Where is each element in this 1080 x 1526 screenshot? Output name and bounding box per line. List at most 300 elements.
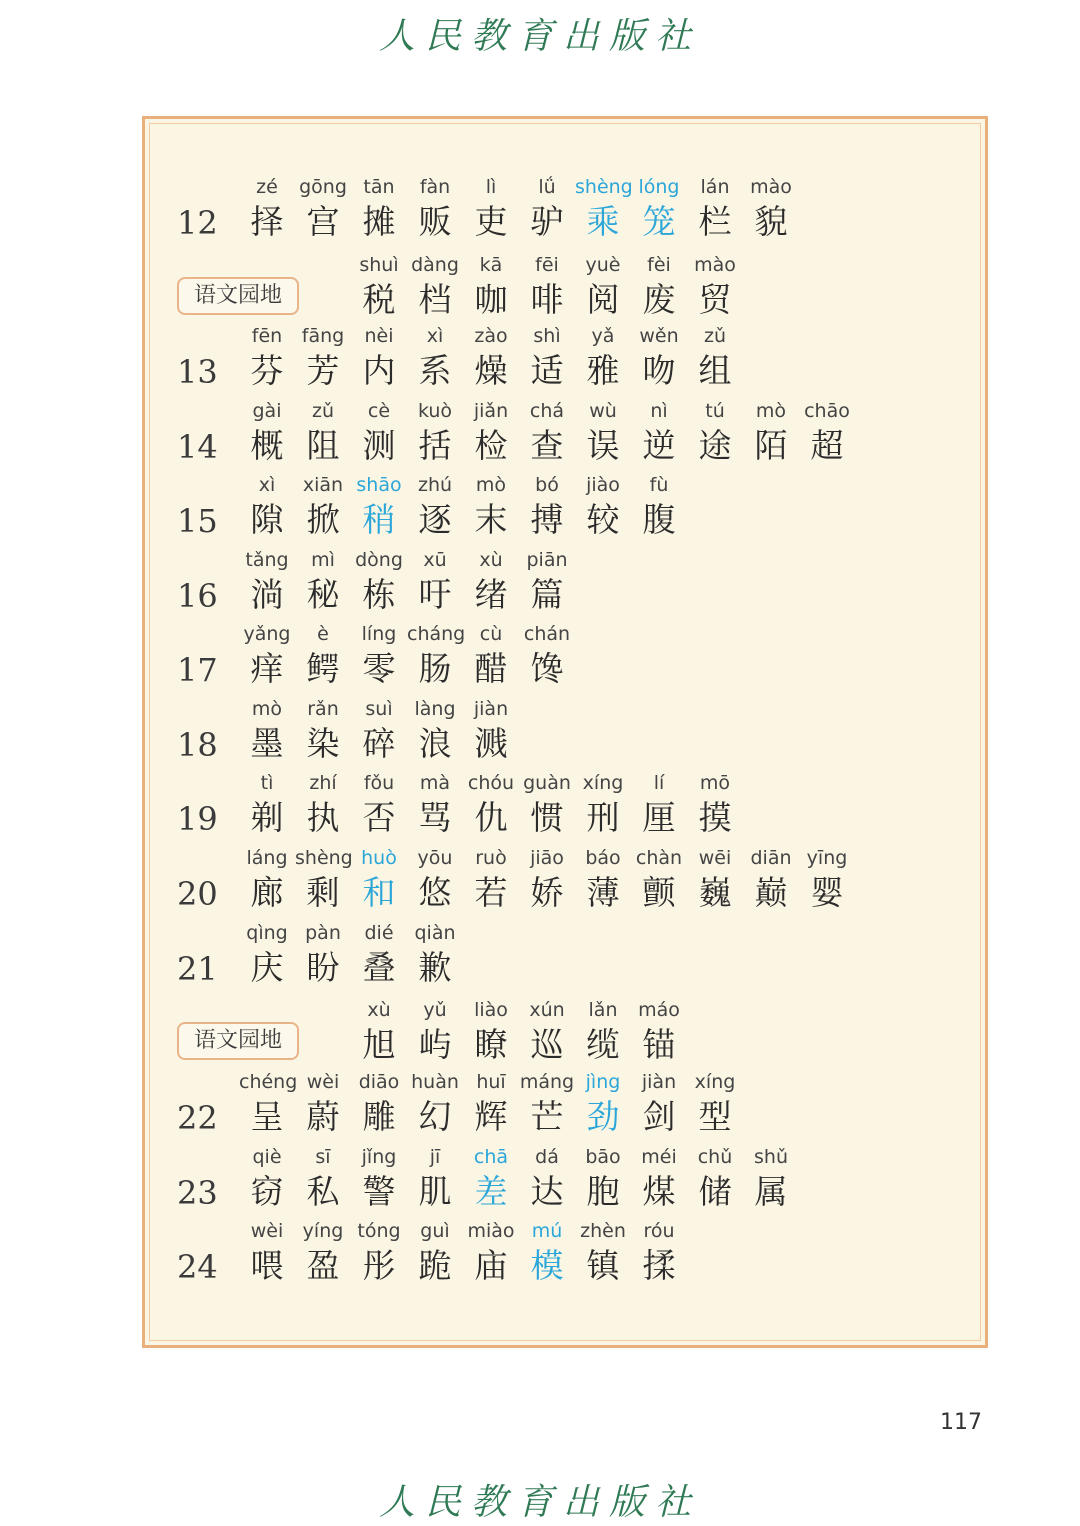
hanzi: 喂 <box>250 1246 284 1285</box>
character-cell <box>239 323 295 393</box>
character-cell <box>407 696 463 766</box>
hanzi: 概 <box>250 426 284 465</box>
character-cell <box>463 770 519 840</box>
hanzi: 零 <box>362 649 396 688</box>
hanzi: 巍 <box>698 873 732 912</box>
hanzi: 跪 <box>418 1246 452 1285</box>
character-cell <box>519 845 575 915</box>
lesson-number: 20 <box>177 875 218 913</box>
pinyin: zǔ <box>703 325 726 347</box>
pinyin: líng <box>361 623 397 645</box>
character-cell <box>687 845 743 915</box>
character-cell <box>295 1069 351 1139</box>
hanzi: 芬 <box>250 351 284 390</box>
hanzi: 缆 <box>586 1025 620 1064</box>
hanzi: 绪 <box>474 575 508 614</box>
hanzi: 肌 <box>418 1172 452 1211</box>
hanzi: 档 <box>418 280 452 319</box>
character-cell <box>351 770 407 840</box>
lesson-row <box>145 997 991 1071</box>
character-cell <box>239 1218 295 1288</box>
pinyin: qìng <box>246 922 288 944</box>
pinyin: xíng <box>582 772 624 794</box>
lesson-row <box>145 920 991 994</box>
pinyin: fēi <box>535 254 559 276</box>
character-cell <box>519 770 575 840</box>
pinyin: chā <box>473 1146 509 1168</box>
hanzi: 内 <box>362 351 396 390</box>
hanzi: 和 <box>362 873 396 912</box>
pinyin: jiǎn <box>473 400 509 422</box>
hanzi: 驴 <box>530 202 564 241</box>
character-cell <box>239 845 295 915</box>
character-cell <box>463 472 519 542</box>
character-cell <box>407 174 463 244</box>
pinyin: suì <box>365 698 393 720</box>
hanzi: 薄 <box>586 873 620 912</box>
hanzi: 呈 <box>250 1097 284 1136</box>
pinyin: méi <box>641 1146 677 1168</box>
pinyin: wěn <box>639 325 679 347</box>
pinyin: láng <box>246 847 288 869</box>
character-cell <box>631 770 687 840</box>
hanzi: 墨 <box>250 724 284 763</box>
pinyin: chǔ <box>697 1146 733 1168</box>
character-cell <box>351 997 407 1067</box>
hanzi: 肠 <box>418 649 452 688</box>
hanzi: 测 <box>362 426 396 465</box>
hanzi: 栏 <box>698 202 732 241</box>
hanzi: 剩 <box>306 873 340 912</box>
hanzi: 痒 <box>250 649 284 688</box>
character-cell <box>631 252 687 322</box>
pinyin: kā <box>479 254 503 276</box>
polyphonic-character-cell <box>351 472 407 542</box>
hanzi: 乘 <box>586 202 620 241</box>
hanzi: 私 <box>306 1172 340 1211</box>
pinyin: gōng <box>299 176 347 198</box>
hanzi: 误 <box>586 426 620 465</box>
hanzi: 旭 <box>362 1025 396 1064</box>
pinyin: shāo <box>356 474 402 496</box>
pinyin: cù <box>479 623 503 645</box>
hanzi: 浪 <box>418 724 452 763</box>
lesson-number: 19 <box>177 800 218 838</box>
pinyin: wèi <box>306 1071 340 1093</box>
character-cell <box>463 398 519 468</box>
pinyin: mò <box>755 400 787 422</box>
pinyin: dá <box>535 1146 559 1168</box>
character-cell <box>519 252 575 322</box>
pinyin: yǔ <box>423 999 447 1021</box>
hanzi: 庆 <box>250 948 284 987</box>
hanzi: 貌 <box>754 202 788 241</box>
character-cell <box>239 770 295 840</box>
character-cell <box>687 174 743 244</box>
character-cell <box>239 696 295 766</box>
pinyin: lí <box>653 772 665 794</box>
hanzi: 掀 <box>306 500 340 539</box>
lesson-row <box>145 770 991 844</box>
character-cell <box>631 997 687 1067</box>
hanzi: 剃 <box>250 798 284 837</box>
lesson-number: 24 <box>177 1248 218 1286</box>
hanzi: 淌 <box>250 575 284 614</box>
pinyin: miào <box>467 1220 515 1242</box>
hanzi: 仇 <box>474 798 508 837</box>
character-cell <box>631 845 687 915</box>
character-cell <box>463 845 519 915</box>
character-cell <box>295 323 351 393</box>
character-cell <box>295 845 351 915</box>
hanzi: 末 <box>474 500 508 539</box>
lesson-row <box>145 398 991 472</box>
hanzi: 若 <box>474 873 508 912</box>
hanzi: 吏 <box>474 202 508 241</box>
polyphonic-character-cell <box>463 1144 519 1214</box>
pinyin: fǒu <box>363 772 395 794</box>
pinyin: tān <box>363 176 395 198</box>
lesson-number: 17 <box>177 651 218 689</box>
hanzi: 雅 <box>586 351 620 390</box>
character-cell <box>743 845 799 915</box>
hanzi: 否 <box>362 798 396 837</box>
lesson-row <box>145 1144 991 1218</box>
pinyin: bó <box>535 474 559 496</box>
character-cell <box>351 696 407 766</box>
character-cell <box>295 1144 351 1214</box>
pinyin: lǎn <box>588 999 618 1021</box>
character-cell <box>743 1144 799 1214</box>
pinyin: zhú <box>417 474 453 496</box>
pinyin: piān <box>526 549 568 571</box>
hanzi: 芒 <box>530 1097 564 1136</box>
hanzi: 彤 <box>362 1246 396 1285</box>
hanzi: 屿 <box>418 1025 452 1064</box>
hanzi: 骂 <box>418 798 452 837</box>
hanzi: 笼 <box>642 202 676 241</box>
character-cell <box>407 398 463 468</box>
pinyin: guì <box>420 1220 450 1242</box>
pinyin: mò <box>251 698 283 720</box>
character-cell <box>295 920 351 990</box>
character-cell <box>351 1069 407 1139</box>
pinyin: báo <box>585 847 621 869</box>
pinyin: dié <box>364 922 394 944</box>
hanzi: 组 <box>698 351 732 390</box>
character-cell <box>239 621 295 691</box>
pinyin: sī <box>315 1146 331 1168</box>
character-cell <box>295 398 351 468</box>
character-cell <box>295 472 351 542</box>
lesson-row <box>145 1218 991 1292</box>
pinyin: xù <box>367 999 391 1021</box>
character-cell <box>575 1218 631 1288</box>
pinyin: shuì <box>359 254 399 276</box>
hanzi: 揉 <box>642 1246 676 1285</box>
character-cell <box>687 323 743 393</box>
pinyin: chá <box>529 400 565 422</box>
pinyin: mú <box>531 1220 563 1242</box>
hanzi: 废 <box>642 280 676 319</box>
character-cell <box>407 621 466 691</box>
character-cell <box>463 174 519 244</box>
hanzi: 溅 <box>474 724 508 763</box>
pinyin: è <box>317 623 329 645</box>
pinyin: máng <box>519 1071 575 1093</box>
hanzi: 鳄 <box>306 649 340 688</box>
hanzi: 稍 <box>362 500 396 539</box>
pinyin: chéng <box>239 1071 298 1093</box>
publisher-header: 人民教育出版社 <box>378 16 701 57</box>
character-cell <box>407 547 463 617</box>
character-cell <box>519 547 575 617</box>
hanzi: 庙 <box>474 1246 508 1285</box>
character-cell <box>631 1069 687 1139</box>
lesson-row <box>145 472 991 546</box>
hanzi: 储 <box>698 1172 732 1211</box>
character-cell <box>519 323 575 393</box>
pinyin: chāo <box>804 400 850 422</box>
character-cell <box>407 472 463 542</box>
hanzi: 胞 <box>586 1172 620 1211</box>
hanzi: 镇 <box>586 1246 620 1285</box>
hanzi: 较 <box>586 500 620 539</box>
hanzi: 窃 <box>250 1172 284 1211</box>
pinyin: jìng <box>585 1071 621 1093</box>
pinyin: shǔ <box>754 1146 788 1168</box>
page-number: 117 <box>940 1410 982 1435</box>
pinyin: lì <box>485 176 497 198</box>
hanzi: 婴 <box>810 873 844 912</box>
hanzi: 刑 <box>586 798 620 837</box>
hanzi: 染 <box>306 724 340 763</box>
character-cell <box>239 398 295 468</box>
pinyin: fēn <box>251 325 283 347</box>
pinyin: lán <box>700 176 730 198</box>
lesson-number: 14 <box>177 428 218 466</box>
pinyin: jiàn <box>473 698 509 720</box>
hanzi: 馋 <box>530 649 564 688</box>
character-cell <box>631 472 687 542</box>
character-cell <box>407 1069 463 1139</box>
character-cell <box>463 1069 519 1139</box>
character-cell <box>407 997 463 1067</box>
character-cell <box>463 252 519 322</box>
character-cell <box>519 1069 575 1139</box>
hanzi: 秘 <box>306 575 340 614</box>
pinyin: qiè <box>252 1146 282 1168</box>
pinyin: bāo <box>585 1146 621 1168</box>
character-cell <box>519 398 575 468</box>
character-cell <box>575 472 631 542</box>
pinyin: chàn <box>635 847 683 869</box>
character-cell <box>463 696 519 766</box>
pinyin: zào <box>474 325 508 347</box>
character-cell <box>239 1069 298 1139</box>
hanzi: 贸 <box>698 280 732 319</box>
pinyin: diān <box>750 847 792 869</box>
hanzi: 碎 <box>362 724 396 763</box>
character-cell <box>687 1144 743 1214</box>
pinyin: xún <box>529 999 565 1021</box>
character-cell <box>575 997 631 1067</box>
character-cell <box>631 398 687 468</box>
hanzi: 醋 <box>474 649 508 688</box>
pinyin: shèng <box>295 847 353 869</box>
character-cell <box>239 920 295 990</box>
character-cell <box>407 323 463 393</box>
character-cell <box>239 1144 295 1214</box>
hanzi: 阻 <box>306 426 340 465</box>
hanzi: 悠 <box>418 873 452 912</box>
publisher-footer: 人民教育出版社 <box>378 1482 701 1523</box>
pinyin: yǎng <box>243 623 291 645</box>
pinyin: liào <box>474 999 508 1021</box>
hanzi: 蔚 <box>306 1097 340 1136</box>
character-cell <box>295 621 351 691</box>
pinyin: mào <box>750 176 792 198</box>
pinyin: rǎn <box>307 698 339 720</box>
character-cell <box>631 323 687 393</box>
pinyin: tú <box>705 400 725 422</box>
lesson-row <box>145 174 991 248</box>
pinyin: shèng <box>575 176 633 198</box>
hanzi: 属 <box>754 1172 788 1211</box>
lesson-number: 18 <box>177 726 218 764</box>
character-cell <box>687 1069 743 1139</box>
character-cell <box>575 252 631 322</box>
hanzi: 娇 <box>530 873 564 912</box>
character-cell <box>519 1144 575 1214</box>
polyphonic-character-cell <box>519 1218 575 1288</box>
character-cell <box>743 398 799 468</box>
hanzi: 吁 <box>418 575 452 614</box>
character-cell <box>575 1144 631 1214</box>
hanzi: 宫 <box>306 202 340 241</box>
pinyin: xū <box>423 549 447 571</box>
pinyin: chóu <box>467 772 515 794</box>
character-cell <box>295 547 351 617</box>
pinyin: qiàn <box>414 922 456 944</box>
hanzi: 啡 <box>530 280 564 319</box>
character-cell <box>295 174 351 244</box>
polyphonic-character-cell <box>575 1069 631 1139</box>
pinyin: fèi <box>647 254 671 276</box>
hanzi: 吻 <box>642 351 676 390</box>
lesson-row <box>145 696 991 770</box>
hanzi: 陌 <box>754 426 788 465</box>
hanzi: 隙 <box>250 500 284 539</box>
character-cell <box>351 621 407 691</box>
character-cell <box>351 1218 407 1288</box>
pinyin: mào <box>694 254 736 276</box>
hanzi: 途 <box>698 426 732 465</box>
lesson-row <box>145 252 991 326</box>
hanzi: 税 <box>362 280 396 319</box>
hanzi: 叠 <box>362 948 396 987</box>
hanzi: 辉 <box>474 1097 508 1136</box>
hanzi: 腹 <box>642 500 676 539</box>
pinyin: zé <box>256 176 278 198</box>
pinyin: tóng <box>357 1220 401 1242</box>
hanzi: 雕 <box>362 1097 396 1136</box>
character-cell <box>463 1218 519 1288</box>
pinyin: wēi <box>698 847 732 869</box>
character-cell <box>687 398 743 468</box>
pinyin: máo <box>638 999 680 1021</box>
hanzi: 盼 <box>306 948 340 987</box>
pinyin: nèi <box>364 325 394 347</box>
pinyin: dàng <box>411 254 459 276</box>
character-cell <box>799 398 855 468</box>
pinyin: yīng <box>806 847 848 869</box>
pinyin: zhí <box>309 772 337 794</box>
pinyin: jiāo <box>530 847 564 869</box>
character-cell <box>407 770 463 840</box>
hanzi: 逐 <box>418 500 452 539</box>
hanzi: 执 <box>306 798 340 837</box>
character-cell <box>519 997 575 1067</box>
lesson-number: 12 <box>177 204 218 242</box>
pinyin: fāng <box>301 325 345 347</box>
hanzi: 巅 <box>754 873 788 912</box>
pinyin: tì <box>260 772 274 794</box>
yuwen-yuandi-tag: 语文园地 <box>177 277 299 315</box>
lesson-number: 15 <box>177 502 218 540</box>
hanzi: 瞭 <box>474 1025 508 1064</box>
hanzi: 锚 <box>642 1025 676 1064</box>
pinyin: wù <box>589 400 617 422</box>
pinyin: yuè <box>585 254 621 276</box>
hanzi: 检 <box>474 426 508 465</box>
lesson-row <box>145 323 991 397</box>
pinyin: tǎng <box>245 549 289 571</box>
pinyin: xì <box>258 474 276 496</box>
pinyin: nì <box>650 400 668 422</box>
character-cell <box>295 696 351 766</box>
pinyin: jī <box>429 1146 441 1168</box>
character-cell <box>743 174 799 244</box>
pinyin: xíng <box>694 1071 736 1093</box>
hanzi: 煤 <box>642 1172 676 1211</box>
hanzi: 颤 <box>642 873 676 912</box>
character-cell <box>687 252 743 322</box>
hanzi: 达 <box>530 1172 564 1211</box>
character-cell <box>351 920 407 990</box>
character-cell <box>631 1144 687 1214</box>
hanzi: 超 <box>810 426 844 465</box>
pinyin: mà <box>419 772 451 794</box>
character-cell <box>239 472 295 542</box>
pinyin: gài <box>252 400 282 422</box>
pinyin: diāo <box>358 1071 400 1093</box>
hanzi: 篇 <box>530 575 564 614</box>
hanzi: 燥 <box>474 351 508 390</box>
polyphonic-character-cell <box>351 845 407 915</box>
polyphonic-character-cell <box>575 174 631 244</box>
yuwen-yuandi-tag: 语文园地 <box>177 1022 299 1060</box>
hanzi: 摸 <box>698 798 732 837</box>
character-cell <box>351 547 407 617</box>
pinyin: xù <box>479 549 503 571</box>
lesson-row <box>145 1069 991 1143</box>
lesson-number: 23 <box>177 1174 218 1212</box>
lesson-row <box>145 547 991 621</box>
hanzi: 廊 <box>250 873 284 912</box>
character-cell <box>407 1218 463 1288</box>
character-cell <box>407 920 463 990</box>
